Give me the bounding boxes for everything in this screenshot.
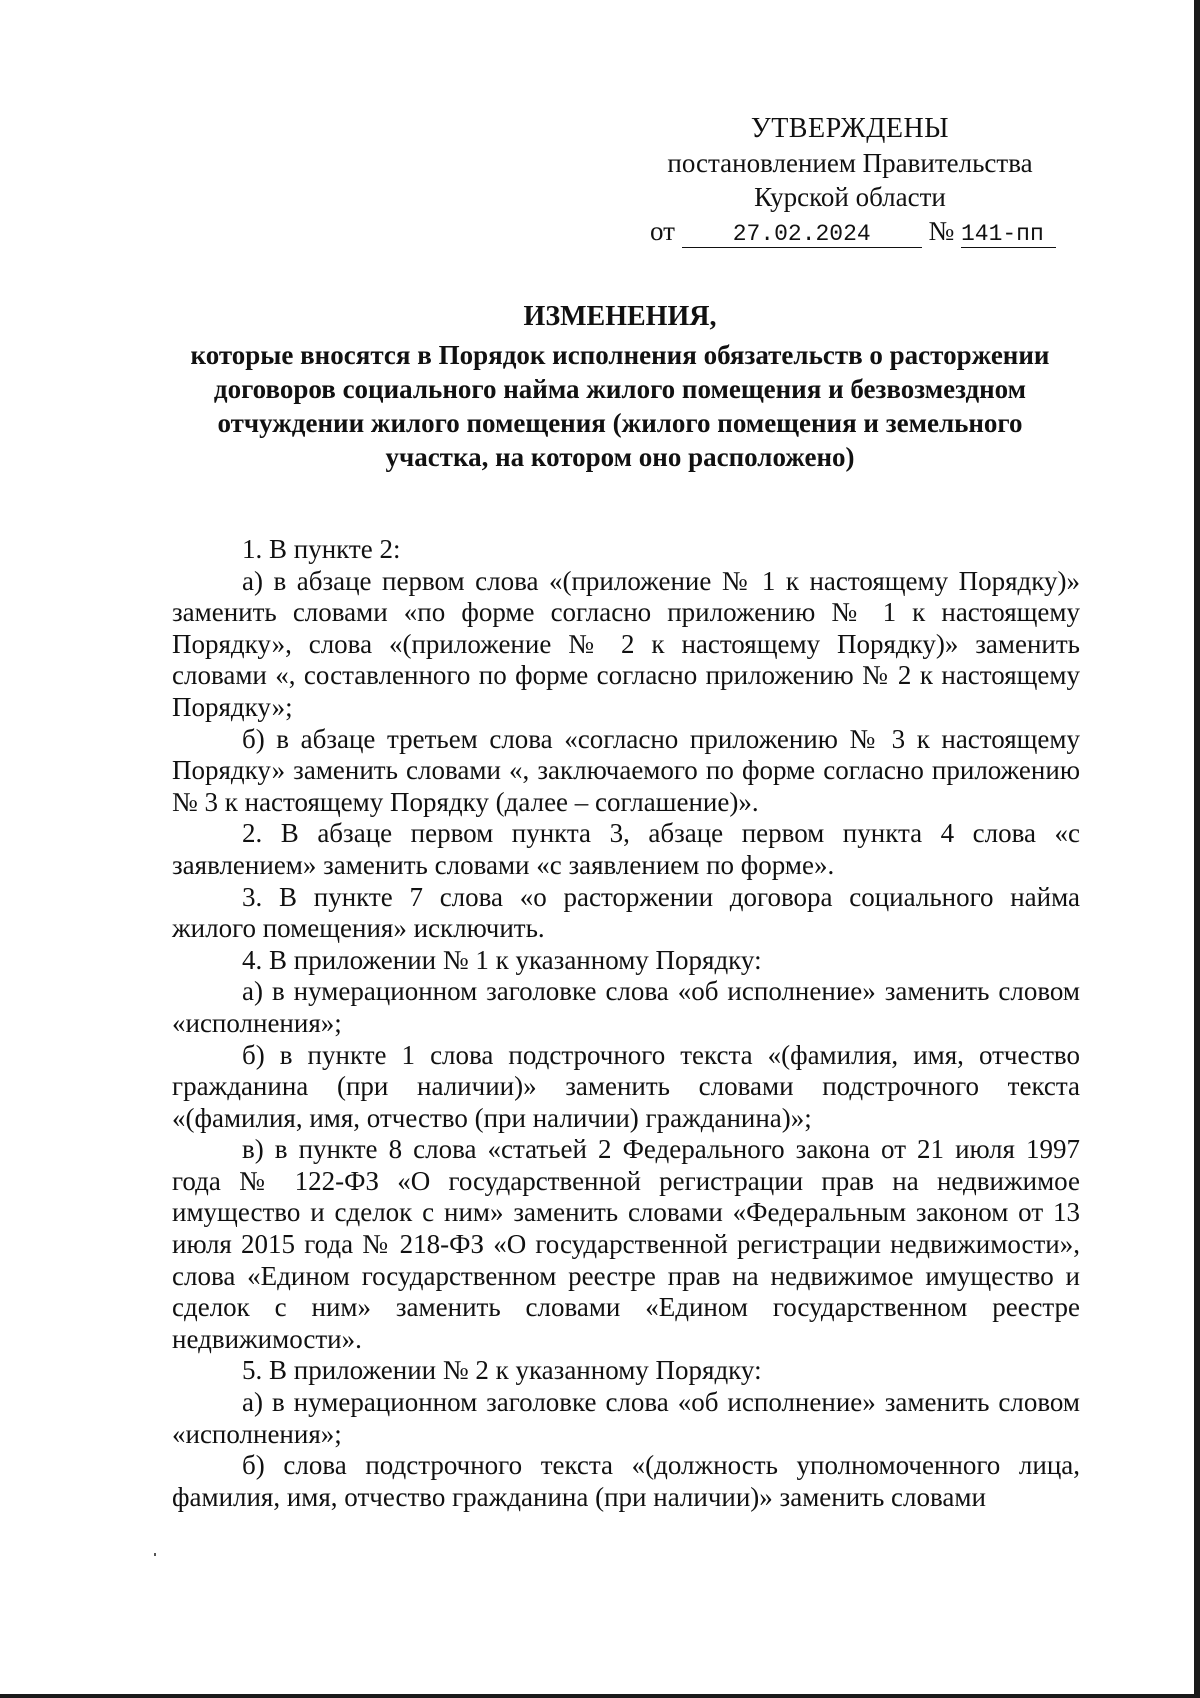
approved-heading: УТВЕРЖДЕНЫ	[750, 113, 950, 144]
paragraph: а) в абзаце первом слова «(приложение № 1 к настоящему Порядку)» заменить словами «по форме согласно приложению № 1 к настоящему Порядку», слова «(приложение № 2 к настоящему Порядку)» заменить словами «, составленного по форме согласно приложению № 2 к настоящему Порядку»;	[172, 565, 1080, 722]
paragraph: 2. В абзаце первом пункта 3, абзаце первом пункта 4 слова «с заявлением» заменить словами «с заявлением по форме».	[172, 818, 1080, 880]
document-title	[165, 300, 1075, 474]
decree-date: 27.02.2024	[682, 221, 922, 248]
paragraph: в) в пункте 8 слова «статьей 2 Федерального закона от 21 июля 1997 года № 122-ФЗ «О государственной регистрации прав на недвижимое имущество и сделок с ним» заменить словами «Федеральным законом от 13 июля 2015 года № 218-ФЗ «О государственной регистрации недвижимости», слова «Едином государственном реестре прав на недвижимое имущество и сделок с ним» заменить словами «Едином государственном реестре недвижимости».	[172, 1134, 1080, 1354]
document-body	[172, 534, 1080, 1513]
title-subtitle: которые вносятся в Порядок исполнения обязательств о расторжении договоров социального найма жилого помещения и безвозмездном отчуждении жилого помещения (жилого помещения и земельного участка, на котором оно расположено)	[190, 340, 1050, 472]
page-edge-right	[1194, 0, 1200, 1698]
approval-stamp	[650, 112, 1050, 248]
scan-artifact-dot	[154, 1553, 156, 1556]
decree-number: 141-пп	[961, 221, 1056, 248]
page-edge-bottom	[0, 1694, 1200, 1698]
paragraph: 5. В приложении № 2 к указанному Порядку:	[242, 1355, 762, 1386]
paragraph: б) в пункте 1 слова подстрочного текста «(фамилия, имя, отчество гражданина (при наличии)» заменить словами подстрочного текста «(фамилия, имя, отчество (при наличии) гражданина)»;	[172, 1039, 1080, 1133]
date-number-line	[650, 214, 1050, 248]
approved-by-line: постановлением Правительства	[667, 148, 1033, 178]
paragraph: 4. В приложении № 1 к указанному Порядку:	[242, 944, 762, 975]
from-label: от	[650, 216, 675, 246]
paragraph: 1. В пункте 2:	[242, 534, 401, 564]
region-line: Курской области	[754, 182, 946, 212]
paragraph: а) в нумерационном заголовке слова «об исполнение» заменить словом «исполнения»;	[172, 976, 1080, 1038]
paragraph: а) в нумерационном заголовке слова «об исполнение» заменить словом «исполнения»;	[172, 1387, 1080, 1449]
number-label: №	[928, 216, 955, 246]
paragraph: б) в абзаце третьем слова «согласно приложению № 3 к настоящему Порядку» заменить словами «, заключаемого по форме согласно приложению № 3 к настоящему Порядку (далее – соглашение)».	[172, 723, 1080, 817]
paragraph: 3. В пункте 7 слова «о расторжении договора социального найма жилого помещения» исключить.	[172, 881, 1080, 944]
title-main: ИЗМЕНЕНИЯ,	[523, 301, 717, 332]
paragraph: б) слова подстрочного текста «(должность уполномоченного лица, фамилия, имя, отчество гражданина (при наличии)» заменить словами	[172, 1450, 1080, 1512]
